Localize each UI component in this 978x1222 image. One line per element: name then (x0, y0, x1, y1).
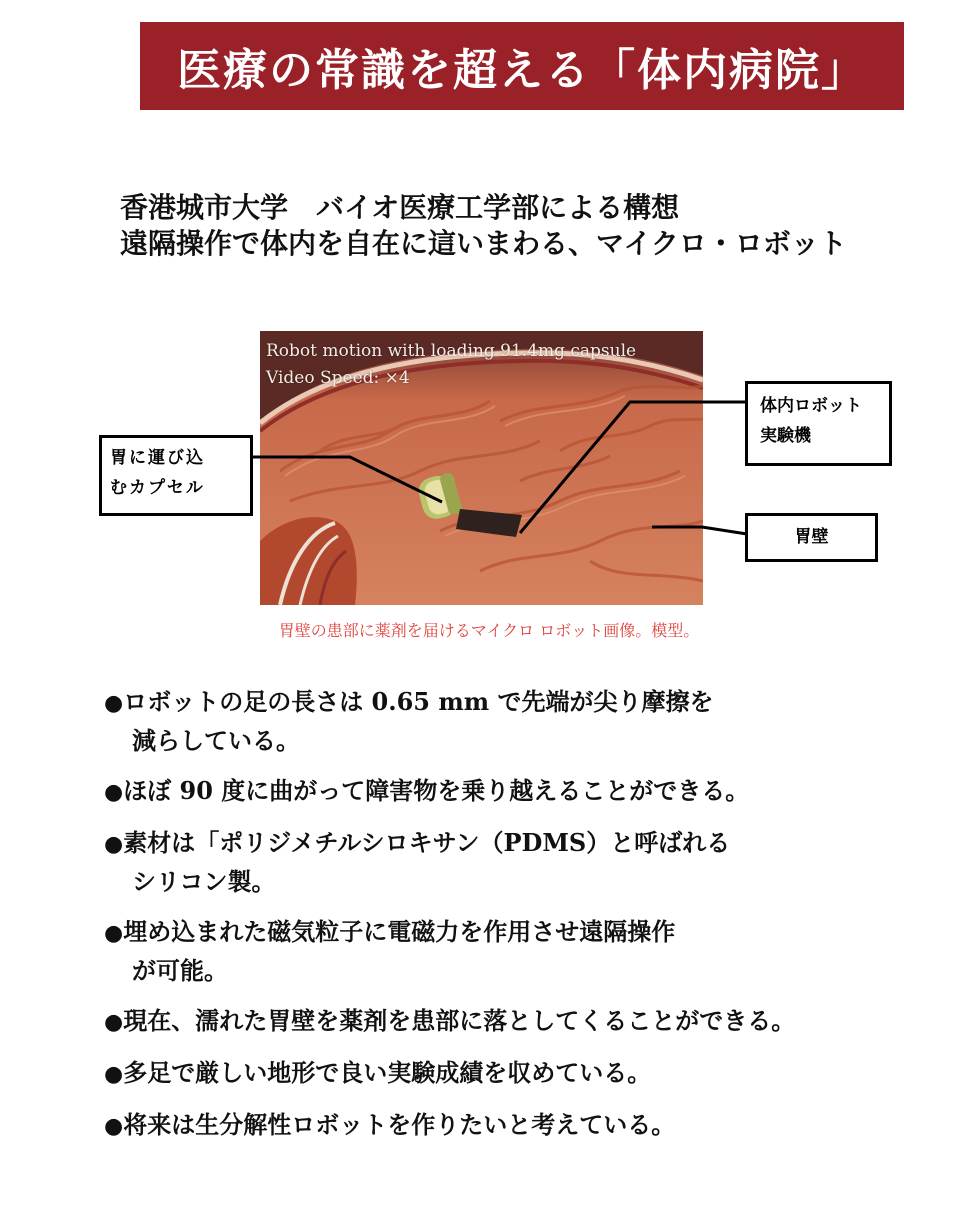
list-item-text: ほぼ 90 度に曲がって障害物を乗り越えることができる。 (123, 776, 750, 805)
figure-caption: 胃壁の患部に薬剤を届けるマイクロ ロボット画像。模型。 (278, 621, 700, 640)
callout-capsule (99, 435, 253, 516)
bullet-icon: ● (104, 690, 124, 716)
callout-stomach-wall-label: 胃壁 (794, 527, 829, 547)
list-item (104, 772, 795, 811)
callout-robot-line-1: 体内ロボット (760, 396, 862, 416)
stomach-wall-leader-line (652, 527, 747, 534)
bullet-icon: ● (104, 1113, 124, 1139)
bullet-icon: ● (104, 1061, 124, 1087)
list-item-text: 素材は「ポリジメチルシロキサン（PDMS）と呼ばれる (123, 828, 731, 857)
robot-leader-line (520, 402, 747, 533)
page-title: 医療の常識を超える「体内病院」 (177, 45, 867, 96)
bullet-icon: ● (104, 1009, 124, 1035)
callout-capsule-line-1: 胃に運び込 (110, 448, 205, 468)
list-item (104, 1106, 795, 1145)
capsule-leader-line (252, 457, 442, 502)
callout-robot-line-2: 実験機 (760, 426, 811, 446)
list-item (104, 1002, 795, 1041)
list-item (104, 913, 795, 989)
bullet-icon: ● (104, 920, 124, 946)
list-item-text-continued: シリコン製。 (132, 867, 276, 896)
list-item-text: 埋め込まれた磁気粒子に電磁力を作用させ遠隔操作 (123, 917, 676, 946)
video-overlay-line-2: Video Speed: ×4 (266, 368, 410, 388)
bullet-icon: ● (104, 831, 124, 857)
callout-robot (745, 381, 892, 466)
callout-stomach-wall (745, 513, 878, 562)
callout-capsule-line-2: むカプセル (110, 478, 205, 498)
list-item (104, 824, 795, 900)
list-item-text: 多足で厳しい地形で良い実験成績を収めている。 (123, 1058, 652, 1087)
subtitle-line-1: 香港城市大学 バイオ医療工学部による構想 (120, 191, 680, 224)
list-item-text: 現在、濡れた胃壁を薬剤を患部に落としてくることができる。 (123, 1006, 796, 1035)
list-item (104, 683, 795, 759)
feature-list (104, 683, 795, 1158)
subtitle-line-2: 遠隔操作で体内を自在に這いまわる、マイクロ・ロボット (120, 227, 847, 260)
list-item-text: ロボットの足の長さは 0.65 mm で先端が尖り摩擦を (123, 687, 714, 716)
list-item-text-continued: 減らしている。 (132, 726, 300, 755)
video-overlay-line-1: Robot motion with loading 91.4mg capsule (266, 341, 637, 361)
list-item (104, 1054, 795, 1093)
list-item-text-continued: が可能。 (132, 956, 228, 985)
bullet-icon: ● (104, 779, 124, 805)
list-item-text: 将来は生分解性ロボットを作りたいと考えている。 (123, 1110, 676, 1139)
